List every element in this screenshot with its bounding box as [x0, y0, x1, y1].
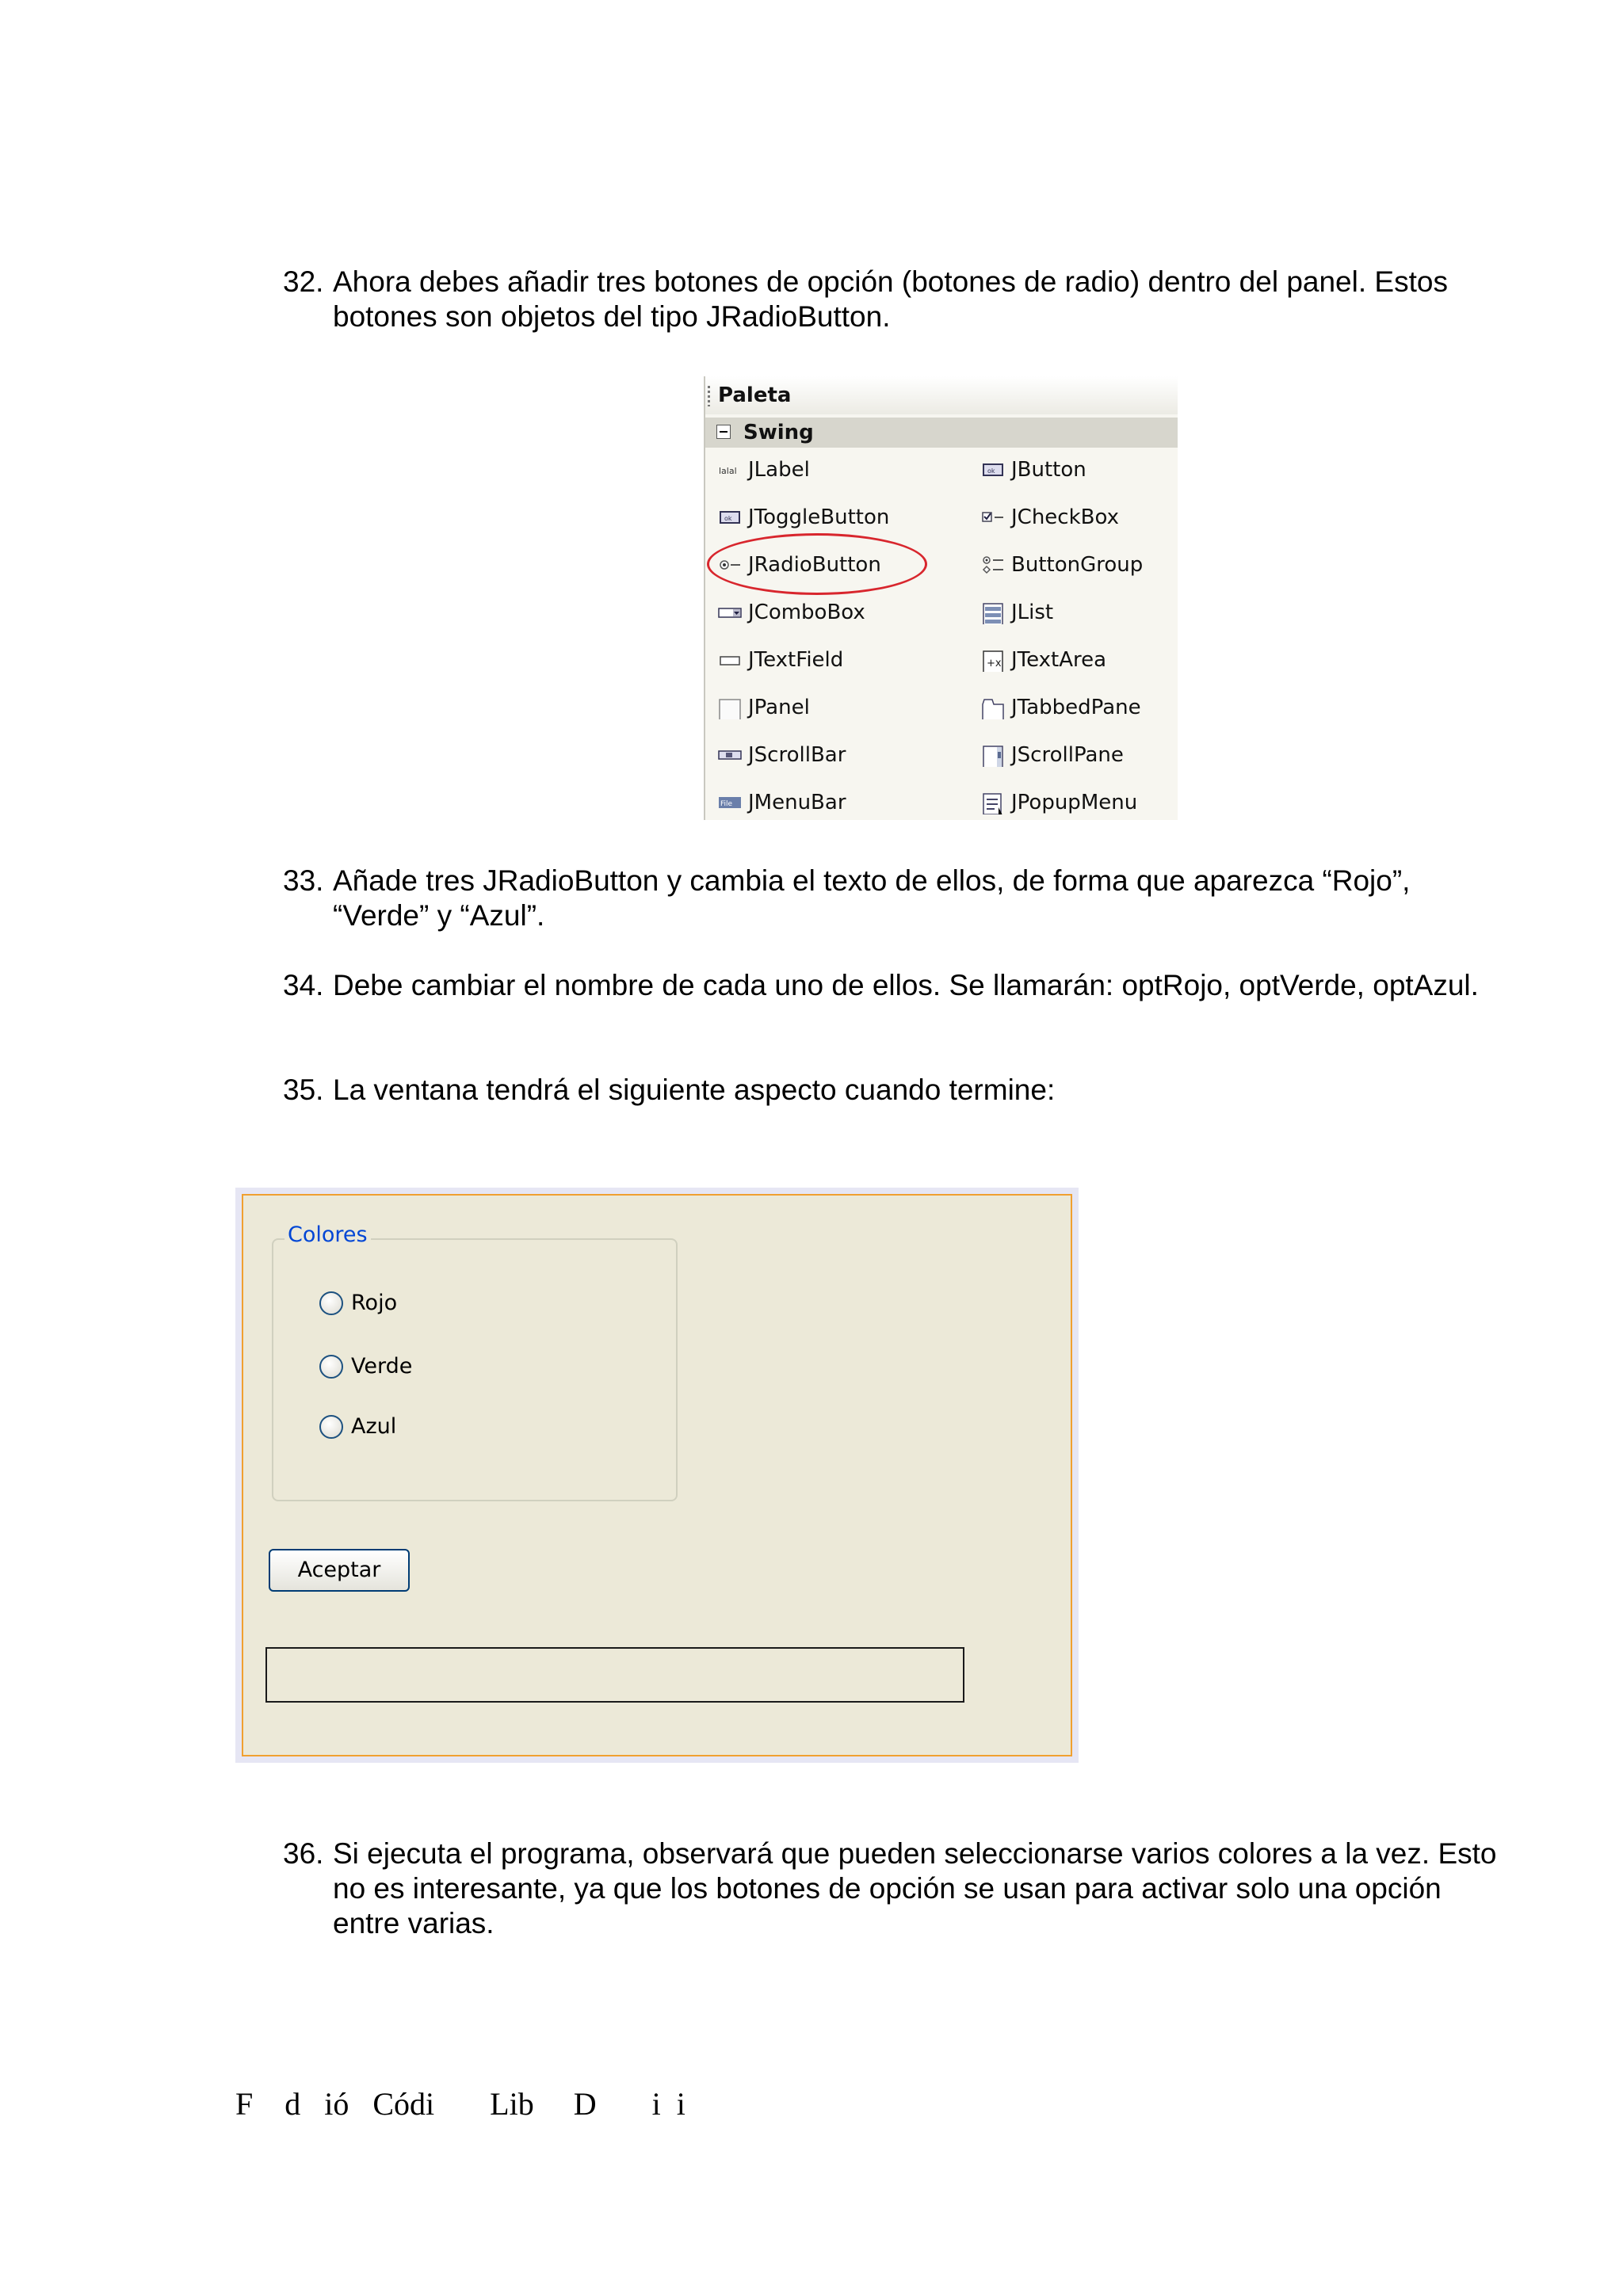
radio-circle-icon[interactable] [319, 1415, 343, 1439]
palette-title-text: Paleta [718, 383, 792, 407]
scroll-pane-icon [981, 743, 1005, 767]
toggle-button-icon [718, 508, 742, 527]
radio-label: Azul [351, 1414, 397, 1439]
radio-circle-icon[interactable] [319, 1291, 343, 1315]
window-screenshot [235, 1188, 1079, 1763]
menubar-icon [718, 793, 742, 812]
palette-item-label: JPopupMenu [1011, 791, 1138, 814]
step-number: 33. [283, 864, 324, 897]
button-icon [981, 460, 1005, 479]
palette-item-label: JScrollBar [748, 743, 846, 767]
palette-item-label: ButtonGroup [1011, 553, 1144, 577]
svg-text:ok: ok [987, 467, 995, 475]
combobox-icon [718, 603, 742, 622]
window-content [242, 1194, 1072, 1756]
palette-screenshot [704, 376, 1178, 820]
svg-text:ok: ok [724, 515, 732, 522]
step-text: La ventana tendrá el siguiente aspecto cuando termine: [333, 1074, 1056, 1106]
svg-text:+x: +x [987, 658, 1002, 669]
radio-label: Verde [351, 1354, 413, 1379]
palette-item-label: JPanel [748, 696, 810, 719]
accept-button[interactable]: Aceptar [269, 1549, 410, 1592]
checkbox-icon [981, 508, 1005, 527]
button-group-icon [981, 555, 1005, 574]
step-number: 36. [283, 1837, 324, 1870]
palette-item-label: JToggleButton [748, 505, 890, 529]
list-icon [981, 601, 1005, 624]
palette-item-label: JScrollPane [1011, 743, 1124, 767]
palette-item-label: JCheckBox [1011, 505, 1119, 529]
svg-text:lalal: lalal [719, 466, 737, 476]
palette-item-label: JButton [1011, 458, 1086, 482]
radio-label: Rojo [351, 1291, 398, 1315]
step-number: 35. [283, 1074, 324, 1106]
step-number: 32. [283, 265, 324, 298]
textfield-icon [718, 650, 742, 669]
page-footer: F d ió Códi Lib D i i [235, 2086, 685, 2122]
palette-category-swing[interactable] [705, 418, 1178, 448]
palette-item-label: JMenuBar [748, 791, 846, 814]
panel-icon [718, 696, 742, 719]
radio-circle-icon[interactable] [319, 1355, 343, 1379]
step-text: Debe cambiar el nombre de cada uno de ellos. Se llamarán: optRojo, optVerde, optAzul. [333, 969, 1479, 1001]
step-number: 34. [283, 969, 324, 1001]
svg-text:File: File [720, 800, 733, 808]
step-text: Añade tres JRadioButton y cambia el texto de ellos, de forma que aparezca “Rojo”, “Verde” y “Azul”. [333, 864, 1411, 932]
step-text: Si ejecuta el programa, observará que pueden seleccionarse varios colores a la vez. Esto no es interesante, ya que los botones de opción se usan para activar solo una opción entre varias. [333, 1837, 1497, 1939]
popup-menu-icon [981, 791, 1005, 814]
palette-item-label: JTextArea [1011, 648, 1107, 672]
collapse-icon[interactable] [716, 425, 731, 439]
scrollbar-icon [718, 746, 742, 765]
label-icon [718, 460, 742, 479]
tabbed-pane-icon [981, 696, 1005, 719]
palette-item-label: JTabbedPane [1011, 696, 1141, 719]
palette-item-label: JTextField [748, 648, 844, 672]
drag-grip-icon [708, 386, 710, 406]
palette-title [705, 376, 1178, 414]
result-field[interactable] [265, 1647, 964, 1703]
palette-category-label: Swing [743, 421, 814, 444]
highlight-circle [707, 533, 927, 595]
palette-item-label: JRadioButton [748, 553, 881, 577]
step-text: Ahora debes añadir tres botones de opción (botones de radio) dentro del panel. Estos botones son objetos del tipo JRadioButton. [333, 265, 1448, 333]
palette-item-label: JComboBox [748, 601, 865, 624]
textarea-icon [981, 648, 1005, 672]
palette-item-label: JLabel [748, 458, 810, 482]
palette-item-label: JList [1011, 601, 1054, 624]
group-title: Colores [285, 1222, 371, 1248]
